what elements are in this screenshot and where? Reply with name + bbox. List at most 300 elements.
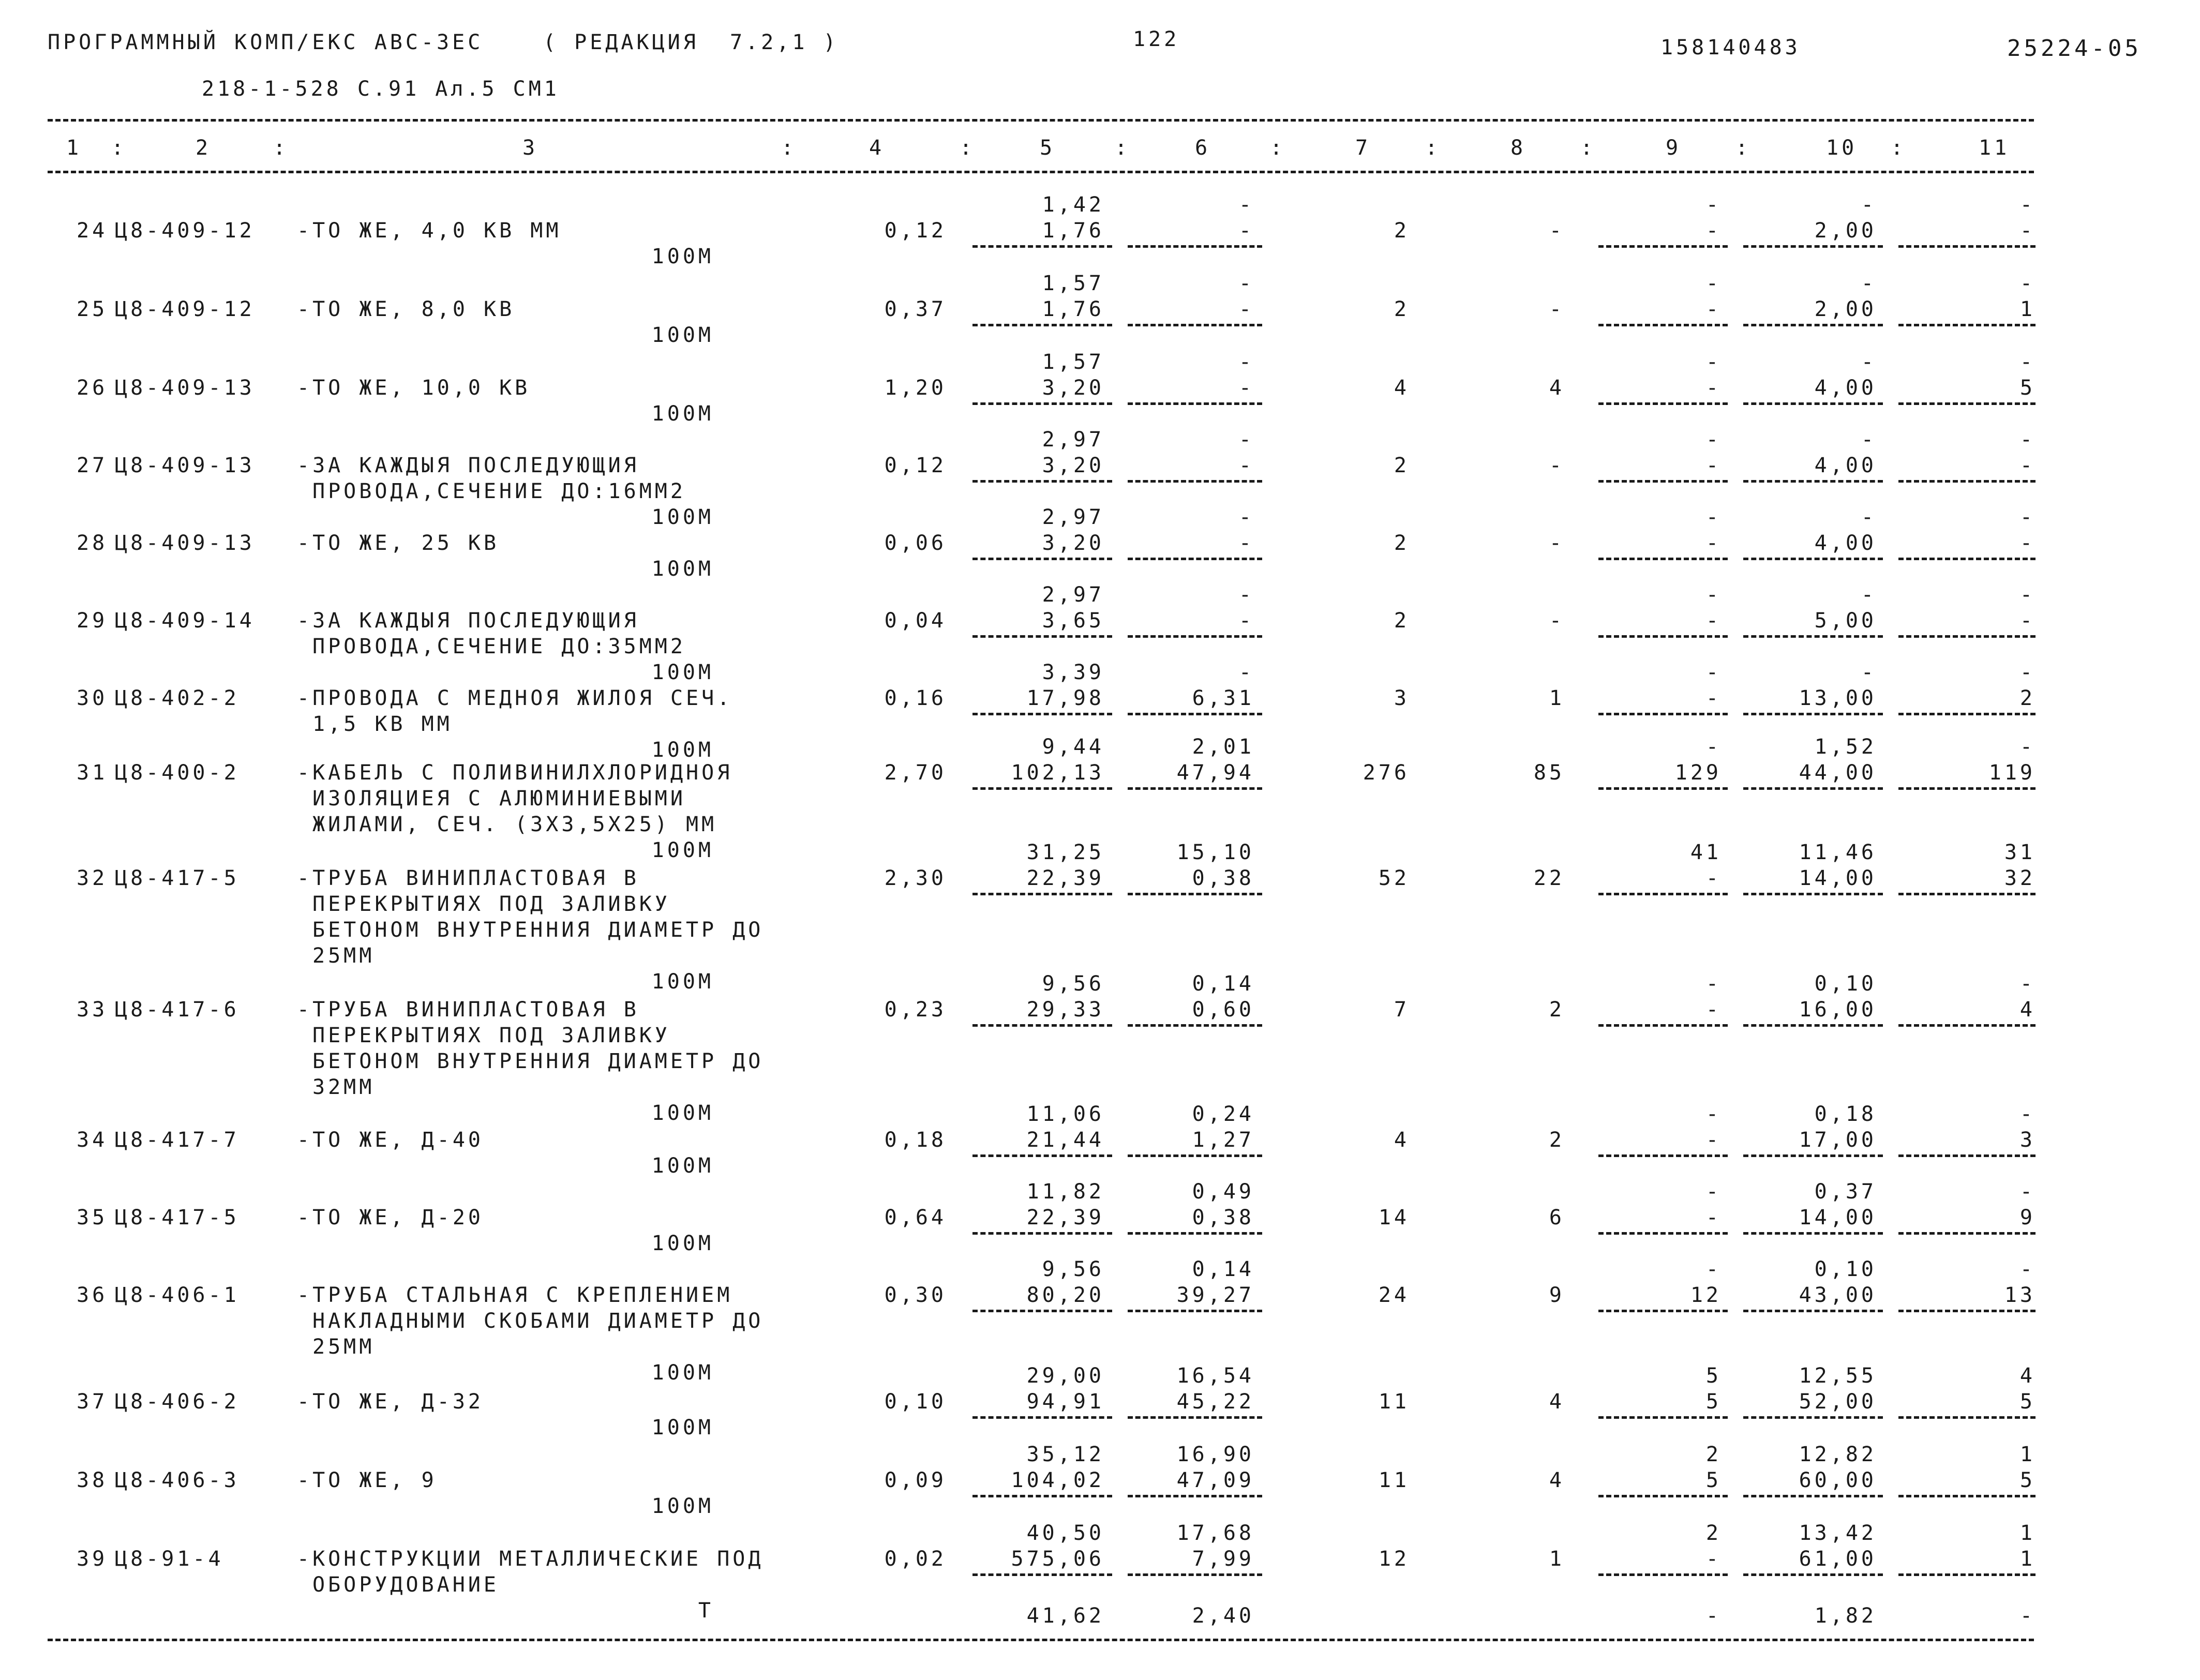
cell-rule [1898,245,2036,248]
cell-rule [1743,787,1883,790]
row-c8: - [1549,219,1565,243]
cell-rule [1598,402,1728,405]
row-c10-top: - [1861,350,1877,374]
final-c5: 41,62 [1026,1604,1104,1628]
row-c10-top: - [1861,428,1877,452]
cell-rule [972,1573,1112,1576]
row-c9-top: - [1705,1102,1722,1126]
row-code: Ц8-417-5 [115,1206,240,1229]
row-c6: 6,31 [1192,686,1254,710]
row-description-line: -ТО ЖЕ, 4,0 КВ ММ [297,219,562,243]
row-c5-top: 2,97 [1042,428,1104,452]
row-c11-top: 1 [2019,1443,2036,1466]
row-code: Ц8-406-1 [115,1283,240,1307]
row-c8: 6 [1549,1206,1565,1229]
row-c11-top: - [2019,505,2036,529]
row-unit: 100М [651,1101,714,1125]
column-separator: : [1115,136,1131,160]
cell-rule [1898,787,2036,790]
row-number: 37 [77,1390,108,1414]
row-c9-top: - [1705,583,1722,607]
row-c6: 7,99 [1192,1547,1254,1571]
row-c9-top: - [1705,972,1722,996]
row-c5-top: 31,25 [1026,841,1104,864]
row-c6: - [1238,531,1254,555]
row-c10: 13,00 [1799,686,1877,710]
row-description-line: 25ММ [312,944,375,968]
row-quantity: 0,30 [884,1283,947,1307]
row-c6: 0,60 [1192,998,1254,1022]
cell-rule [1128,1232,1262,1235]
row-c5: 1,76 [1042,219,1104,243]
row-unit: 100М [651,1494,714,1518]
column-separator: : [960,136,976,160]
row-description-line: НАКЛАДНЫМИ СКОБАМИ ДИАМЕТР ДО [312,1309,764,1333]
row-description-line: -ТРУБА ВИНИПЛАСТОВАЯ В [297,998,639,1022]
row-c6: - [1238,454,1254,477]
row-c7: 2 [1394,297,1410,321]
cell-rule [1598,893,1728,895]
row-c8: - [1549,297,1565,321]
cell-rule [972,1310,1112,1312]
row-code: Ц8-400-2 [115,761,240,785]
row-c10-top: 11,46 [1799,841,1877,864]
row-description-line: ПЕРЕКРЫТИЯХ ПОД ЗАЛИВКУ [312,892,670,916]
row-c5-top: 9,44 [1042,735,1104,759]
row-c10: 14,00 [1799,1206,1877,1229]
row-quantity: 0,09 [884,1468,947,1492]
row-c6-top: 0,14 [1192,1257,1254,1281]
cell-rule [1128,402,1262,405]
row-c6: - [1238,609,1254,633]
row-c11-top: - [2019,735,2036,759]
row-number: 28 [77,531,108,555]
row-c10: 4,00 [1814,531,1877,555]
row-c11: 13 [2004,1283,2036,1307]
row-quantity: 2,70 [884,761,947,785]
row-c7: 11 [1378,1390,1410,1414]
row-description-line: 32ММ [312,1075,375,1099]
row-c10-top: - [1861,193,1877,217]
row-c11: 119 [1988,761,2036,785]
cell-rule [1598,1232,1728,1235]
row-number: 31 [77,761,108,785]
row-description-line: БЕТОНОМ ВНУТРЕННИЯ ДИАМЕТР ДО [312,918,764,942]
row-c10-top: 0,10 [1814,972,1877,996]
row-c7: 2 [1394,531,1410,555]
column-header-10: 10 [1826,136,1858,160]
row-number: 24 [77,219,108,243]
row-c7: 4 [1394,1128,1410,1152]
cell-rule [972,893,1112,895]
row-c9: - [1705,1547,1722,1571]
row-quantity: 0,18 [884,1128,947,1152]
row-c9: 12 [1690,1283,1722,1307]
row-c9: - [1705,531,1722,555]
row-c5-top: 40,50 [1026,1521,1104,1545]
cell-rule [1598,324,1728,326]
row-c8: 4 [1549,376,1565,400]
row-unit: 100М [651,738,714,762]
row-c9-top: - [1705,1257,1722,1281]
row-c5: 29,33 [1026,998,1104,1022]
row-number: 27 [77,454,108,477]
row-c9: - [1705,686,1722,710]
column-separator: : [111,136,127,160]
cell-rule [1898,1024,2036,1027]
row-c6-top: 15,10 [1176,841,1254,864]
column-header-2: 2 [196,136,212,160]
row-code: Ц8-409-13 [115,454,255,477]
row-c11-top: - [2019,428,2036,452]
row-c10-top: - [1861,583,1877,607]
row-c10-top: - [1861,505,1877,529]
row-description-line: -КОНСТРУКЦИИ МЕТАЛЛИЧЕСКИЕ ПОД [297,1547,764,1571]
row-number: 38 [77,1468,108,1492]
row-c10: 17,00 [1799,1128,1877,1152]
row-description-line: ПРОВОДА,СЕЧЕНИЕ ДО:35ММ2 [312,635,686,658]
row-c11: 2 [2019,686,2036,710]
row-c9-top: - [1705,350,1722,374]
row-c9-top: - [1705,661,1722,684]
cell-rule [1898,1154,2036,1157]
cell-rule [1743,1573,1883,1576]
cell-rule [1598,1416,1728,1419]
row-number: 30 [77,686,108,710]
row-c9-top: - [1705,505,1722,529]
row-c6-top: - [1238,661,1254,684]
final-c9: - [1705,1604,1722,1628]
row-c9: - [1705,1206,1722,1229]
row-c10: 44,00 [1799,761,1877,785]
row-c11: - [2019,219,2036,243]
row-quantity: 0,16 [884,686,947,710]
cell-rule [1598,713,1728,715]
row-description-line: -ТО ЖЕ, 25 КВ [297,531,500,555]
row-quantity: 0,02 [884,1547,947,1571]
row-c8: - [1549,609,1565,633]
row-c10-top: 1,52 [1814,735,1877,759]
cell-rule [1128,1495,1262,1497]
row-c9-top: - [1705,193,1722,217]
row-c10-top: 0,10 [1814,1257,1877,1281]
row-c5: 94,91 [1026,1390,1104,1414]
row-code: Ц8-409-13 [115,531,255,555]
row-c10: 2,00 [1814,297,1877,321]
row-c11: 1 [2019,1547,2036,1571]
row-c9: - [1705,219,1722,243]
cell-rule [1898,1310,2036,1312]
row-c6-top: 17,68 [1176,1521,1254,1545]
row-c10: 43,00 [1799,1283,1877,1307]
row-code: Ц8-91-4 [115,1547,224,1571]
column-separator: : [1735,136,1752,160]
row-c11-top: - [2019,583,2036,607]
row-c11-top: 1 [2019,1521,2036,1545]
cell-rule [1898,402,2036,405]
row-c5-top: 1,57 [1042,350,1104,374]
cell-rule [1128,1416,1262,1419]
header-rule-bottom [48,171,2034,173]
row-unit: 100М [651,1416,714,1439]
row-c5-top: 9,56 [1042,972,1104,996]
final-c6: 2,40 [1192,1604,1254,1628]
row-c8: 9 [1549,1283,1565,1307]
program-title: ПРОГРАММНЫЙ КОМП/ЕКС АВС-3ЕС [48,31,484,54]
cell-rule [1898,635,2036,638]
row-description-line: 25ММ [312,1335,375,1359]
document-number: 25224-05 [2007,35,2142,62]
row-c5: 21,44 [1026,1128,1104,1152]
row-c8: - [1549,454,1565,477]
column-header-5: 5 [1040,136,1056,160]
row-c9: - [1705,376,1722,400]
row-c11-top: - [2019,1257,2036,1281]
row-c11: - [2019,609,2036,633]
cell-rule [1743,1310,1883,1312]
row-number: 29 [77,609,108,633]
row-unit: 100М [651,557,714,581]
cell-rule [1128,1154,1262,1157]
cell-rule [1743,402,1883,405]
row-c10-top: 12,55 [1799,1364,1877,1388]
row-c5: 3,20 [1042,376,1104,400]
row-c11: 9 [2019,1206,2036,1229]
row-c7: 24 [1378,1283,1410,1307]
cell-rule [1128,713,1262,715]
cell-rule [1898,713,2036,715]
cell-rule [1898,558,2036,560]
row-unit: 100М [651,402,714,426]
document-subtitle: 218-1-528 С.91 Ал.5 СМ1 [202,77,560,101]
row-c7: 4 [1394,376,1410,400]
row-c7: 2 [1394,219,1410,243]
cell-rule [1598,1495,1728,1497]
cell-rule [1598,787,1728,790]
cell-rule [1743,1024,1883,1027]
row-c9: - [1705,1128,1722,1152]
row-number: 34 [77,1128,108,1152]
row-c5-top: 9,56 [1042,1257,1104,1281]
row-c10-top: 13,42 [1799,1521,1877,1545]
row-c5-top: 2,97 [1042,505,1104,529]
row-c9: 129 [1674,761,1722,785]
row-c6-top: - [1238,505,1254,529]
row-c5-top: 11,06 [1026,1102,1104,1126]
row-c11: 5 [2019,1390,2036,1414]
row-code: Ц8-417-5 [115,866,240,890]
row-c9-top: 41 [1690,841,1722,864]
row-c6-top: 16,90 [1176,1443,1254,1466]
row-c10: 4,00 [1814,376,1877,400]
row-description-line: -ЗА КАЖДЫЯ ПОСЛЕДУЮЩИЯ [297,454,639,477]
row-unit: 100М [651,323,714,347]
row-c10: 52,00 [1799,1390,1877,1414]
column-separator: : [1580,136,1596,160]
cell-rule [972,1416,1112,1419]
row-c5: 3,20 [1042,531,1104,555]
row-c6: 45,22 [1176,1390,1254,1414]
cell-rule [1898,893,2036,895]
row-description-line: -ТО ЖЕ, Д-20 [297,1206,484,1229]
cell-rule [1128,324,1262,326]
row-c8: 85 [1533,761,1565,785]
row-unit: 100М [651,1154,714,1178]
cell-rule [1898,1232,2036,1235]
row-c9: - [1705,609,1722,633]
cell-rule [1598,635,1728,638]
cell-rule [1743,713,1883,715]
row-c5: 1,76 [1042,297,1104,321]
row-description-line: -ТРУБА ВИНИПЛАСТОВАЯ В [297,866,639,890]
row-c9: - [1705,454,1722,477]
row-c11-top: - [2019,272,2036,295]
row-c11-top: 31 [2004,841,2036,864]
cell-rule [1128,558,1262,560]
row-c5-top: 1,57 [1042,272,1104,295]
row-number: 25 [77,297,108,321]
row-description-line: 1,5 КВ ММ [312,712,453,736]
row-quantity: 2,30 [884,866,947,890]
cell-rule [1598,480,1728,483]
cell-rule [1598,245,1728,248]
row-c9-top: - [1705,272,1722,295]
row-c8: 22 [1533,866,1565,890]
row-c6: - [1238,376,1254,400]
row-description-line: ОБОРУДОВАНИЕ [312,1573,499,1597]
row-c9: - [1705,998,1722,1022]
row-c11-top: - [2019,1102,2036,1126]
row-description-line: -ТО ЖЕ, 8,0 КВ [297,297,515,321]
row-c11-top: - [2019,661,2036,684]
row-code: Ц8-406-3 [115,1468,240,1492]
row-description-line: -ТРУБА СТАЛЬНАЯ С КРЕПЛЕНИЕМ [297,1283,733,1307]
row-c6: 47,09 [1176,1468,1254,1492]
row-number: 33 [77,998,108,1022]
row-c11-top: 4 [2019,1364,2036,1388]
row-c11: 4 [2019,998,2036,1022]
row-c10: 61,00 [1799,1547,1877,1571]
row-c11: 1 [2019,297,2036,321]
row-c6: 0,38 [1192,866,1254,890]
row-c5-top: 3,39 [1042,661,1104,684]
row-quantity: 0,64 [884,1206,947,1229]
row-c8: 1 [1549,1547,1565,1571]
row-number: 26 [77,376,108,400]
row-c8: - [1549,531,1565,555]
row-code: Ц8-417-6 [115,998,240,1022]
row-unit: 100М [651,1361,714,1385]
cell-rule [1128,1310,1262,1312]
row-c9-top: - [1705,1180,1722,1204]
row-description-line: -ТО ЖЕ, 10,0 КВ [297,376,531,400]
row-c5-top: 35,12 [1026,1443,1104,1466]
cell-rule [1128,787,1262,790]
cell-rule [1898,1495,2036,1497]
row-c9-top: 5 [1705,1364,1722,1388]
row-c6-top: - [1238,428,1254,452]
row-code: Ц8-409-12 [115,219,255,243]
row-c6: - [1238,297,1254,321]
cell-rule [1128,1024,1262,1027]
cell-rule [1898,324,2036,326]
row-quantity: 0,37 [884,297,947,321]
row-description-line: БЕТОНОМ ВНУТРЕННИЯ ДИАМЕТР ДО [312,1049,764,1073]
cell-rule [972,402,1112,405]
row-unit: 100М [651,245,714,268]
row-c10: 5,00 [1814,609,1877,633]
row-description-line: ПРОВОДА,СЕЧЕНИЕ ДО:16ММ2 [312,479,686,503]
cell-rule [1598,1024,1728,1027]
row-quantity: 0,06 [884,531,947,555]
row-c7: 2 [1394,454,1410,477]
row-c6-top: - [1238,583,1254,607]
row-c8: 2 [1549,1128,1565,1152]
row-c6-top: 16,54 [1176,1364,1254,1388]
row-c7: 2 [1394,609,1410,633]
cell-rule [1128,480,1262,483]
column-separator: : [781,136,797,160]
row-c10-top: 0,18 [1814,1102,1877,1126]
row-number: 35 [77,1206,108,1229]
column-header-11: 11 [1979,136,2010,160]
row-c5-top: 1,42 [1042,193,1104,217]
row-code: Ц8-406-2 [115,1390,240,1414]
cell-rule [1743,1495,1883,1497]
cell-rule [1598,558,1728,560]
row-c7: 52 [1378,866,1410,890]
footer-rule [48,1639,2034,1641]
row-c8: 4 [1549,1390,1565,1414]
row-c10-top: - [1861,661,1877,684]
cell-rule [1743,1154,1883,1157]
cell-rule [1743,893,1883,895]
row-c5: 22,39 [1026,866,1104,890]
row-number: 39 [77,1547,108,1571]
column-header-8: 8 [1510,136,1526,160]
row-quantity: 0,10 [884,1390,947,1414]
column-header-9: 9 [1666,136,1682,160]
row-description-line: ИЗОЛЯЦИЕЯ С АЛЮМИНИЕВЫМИ [312,787,686,811]
row-c6-top: 0,14 [1192,972,1254,996]
row-c5: 17,98 [1026,686,1104,710]
row-number: 36 [77,1283,108,1307]
column-header-3: 3 [522,136,538,160]
row-c11: 32 [2004,866,2036,890]
row-c11-top: - [2019,1180,2036,1204]
cell-rule [1743,480,1883,483]
cell-rule [972,324,1112,326]
row-c8: 4 [1549,1468,1565,1492]
column-header-1: 1 [66,136,82,160]
final-c10: 1,82 [1814,1604,1877,1628]
row-c10: 14,00 [1799,866,1877,890]
row-c11: - [2019,531,2036,555]
row-quantity: 0,04 [884,609,947,633]
row-c6-top: 2,01 [1192,735,1254,759]
row-unit: 100М [651,1232,714,1255]
cell-rule [972,480,1112,483]
row-unit: 100М [651,505,714,529]
row-c6-top: 0,24 [1192,1102,1254,1126]
row-c6: 47,94 [1176,761,1254,785]
row-quantity: 0,23 [884,998,947,1022]
row-c9: - [1705,297,1722,321]
row-description-line: -ТО ЖЕ, Д-40 [297,1128,484,1152]
row-c9: - [1705,866,1722,890]
row-description-line: ЖИЛАМИ, СЕЧ. (3Х3,5Х25) ММ [312,813,717,836]
row-description-line: -КАБЕЛЬ С ПОЛИВИНИЛХЛОРИДНОЯ [297,761,733,785]
